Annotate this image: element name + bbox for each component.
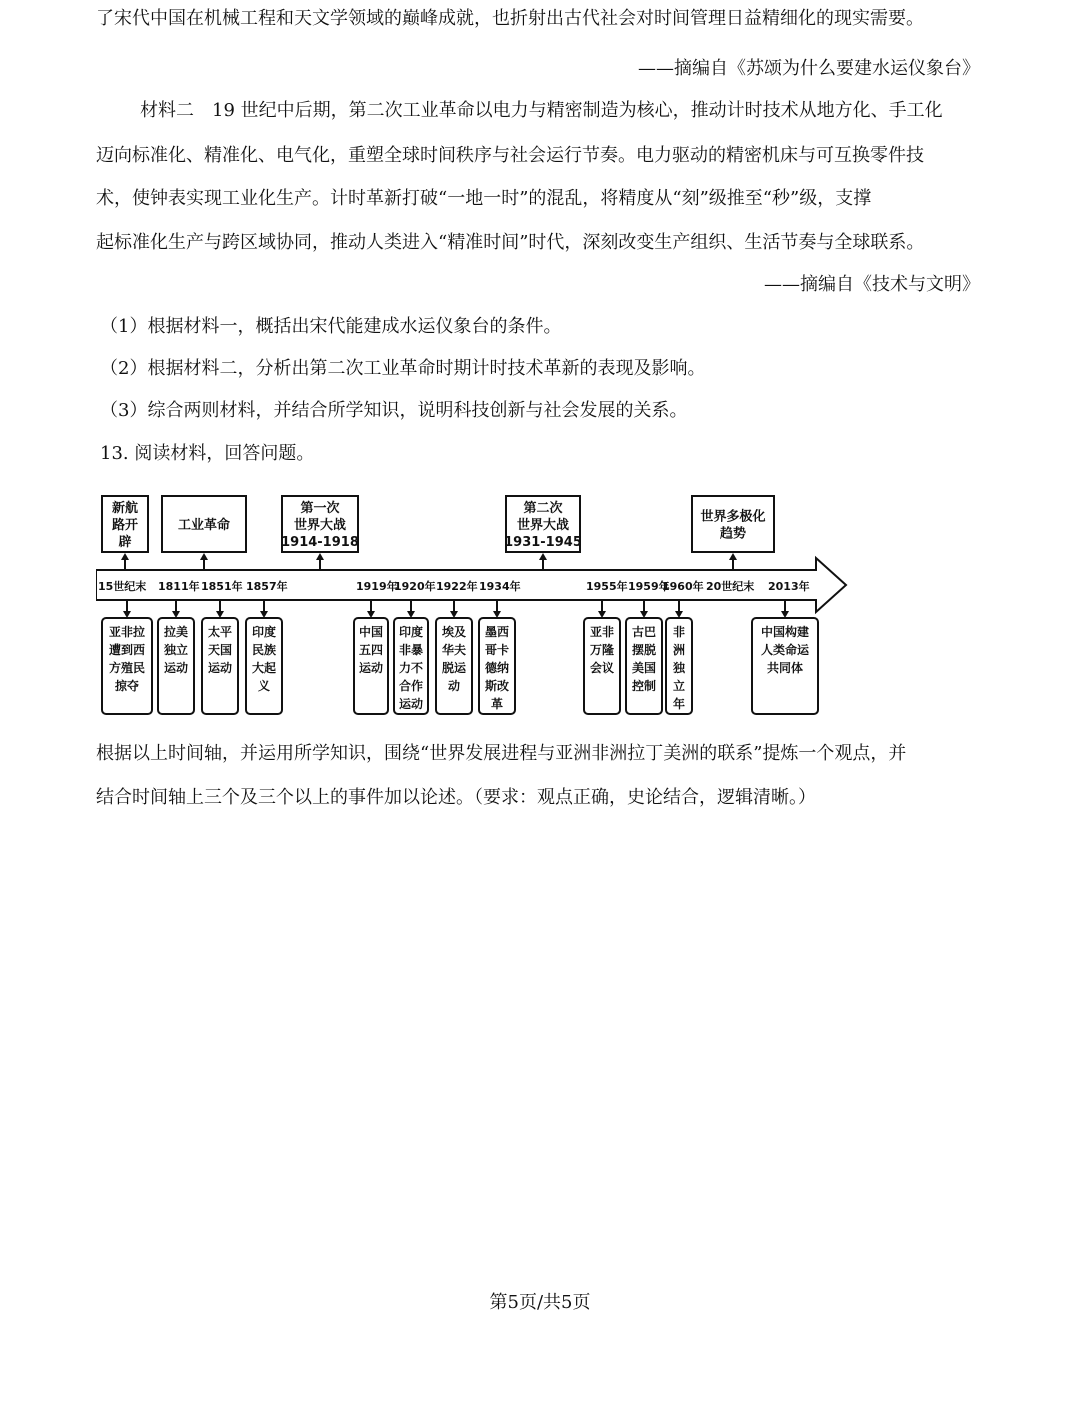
top-box-text: 世界大战 [293,518,347,533]
timeline-date: 1955年 [586,580,628,593]
bottom-box-text: 五四 [358,643,384,657]
bottom-box-text: 运动 [163,661,189,675]
bottom-box-text: 太平 [207,625,233,639]
top-box-text: 1931-1945 [504,535,582,550]
bottom-box-text: 运动 [207,661,233,675]
source-material2: ——摘编自《技术与文明》 [764,274,980,295]
top-arrowhead [121,553,129,560]
bottom-box-text: 大起 [251,661,277,675]
timeline-date: 1811年 [158,580,200,593]
timeline-date: 20世纪末 [706,580,755,593]
bottom-box-text: 古巴 [631,625,657,639]
bottom-box-text: 墨西 [484,625,510,639]
top-arrowhead [200,553,208,560]
material2-line-4: 起标准化生产与跨区域协同，推动人类进入“精准时间”时代，深刻改变生产组织、生活节奏与全球联系。 [96,232,925,253]
bottom-arrowhead [260,611,268,618]
bottom-box-text: 革 [490,697,504,711]
material2-line-1: 材料二 19 世纪中后期，第二次工业革命以电力与精密制造为核心，推动计时技术从地方化、手工化 [140,100,943,121]
bottom-arrowhead [640,611,648,618]
bottom-box-text: 合作 [398,679,424,693]
bottom-box-text: 立 [672,679,686,693]
bottom-box-text: 摆脱 [631,643,657,657]
top-box-text: 第二次 [523,501,563,516]
bottom-box-text: 会议 [589,661,615,675]
bottom-arrowhead [450,611,458,618]
bottom-arrowhead [493,611,501,618]
bottom-box-text: 义 [257,679,271,693]
bottom-box-text: 埃及 [441,625,467,639]
timeline-date: 1919年 [356,580,398,593]
bottom-box-text: 控制 [631,679,657,693]
bottom-box-text: 非暴 [398,643,424,657]
top-box-text: 世界多极化 [700,509,766,525]
bottom-arrowhead [598,611,606,618]
timeline-diagram [96,488,856,720]
timeline-date: 1934年 [479,580,521,593]
top-arrowhead [539,553,547,560]
bottom-box-text: 斯改 [484,679,510,693]
bottom-box-text: 中国构建 [760,625,810,639]
bottom-box-text: 拉美 [163,625,189,639]
bottom-box-text: 印度 [398,625,424,639]
bottom-box-text: 德纳 [484,661,510,675]
timeline-date: 2013年 [768,580,810,593]
bottom-box-text: 共同体 [766,661,804,675]
timeline-date: 15世纪末 [98,580,147,593]
bottom-arrowhead [781,611,789,618]
question-2: （2）根据材料二，分析出第二次工业革命时期计时技术革新的表现及影响。 [100,358,706,379]
bottom-box-text: 独立 [163,643,189,657]
question-3: （3）综合两则材料，并结合所学知识，说明科技创新与社会发展的关系。 [100,400,688,421]
top-box-text: 第一次 [300,501,340,516]
top-box-text: 辟 [118,535,132,550]
bottom-arrowhead [216,611,224,618]
bottom-box-text: 华夫 [441,643,467,657]
top-box-text: 路开 [111,518,139,533]
bottom-box-text: 哥卡 [484,643,510,657]
bottom-box-text: 掠夺 [114,679,140,693]
top-box-text: 工业革命 [177,518,231,533]
timeline-date: 1959年 [628,580,670,593]
bottom-arrowhead [675,611,683,618]
top-box-text: 世界大战 [516,518,570,533]
bottom-box-text: 遭到西 [108,643,146,657]
bottom-box-text: 亚非 [589,625,615,639]
bottom-box-text: 中国 [358,625,384,639]
bottom-box-text: 天国 [207,643,233,657]
bottom-box-text: 洲 [672,643,686,657]
bottom-box-text: 运动 [398,697,424,711]
top-arrowhead [316,553,324,560]
timeline-date: 1857年 [246,580,288,593]
timeline-date: 1851年 [201,580,243,593]
question-1: （1）根据材料一，概括出宋代能建成水运仪象台的条件。 [100,316,562,337]
bottom-box-text: 人类命运 [760,643,810,657]
bottom-box-text: 万隆 [589,643,615,657]
bottom-box-text: 美国 [631,661,657,675]
material2-line-3: 术，使钟表实现工业化生产。计时革新打破“一地一时”的混乱，将精度从“刻”级推至“秒”级，支撑 [96,188,872,209]
bottom-arrowhead [172,611,180,618]
timeline-date: 1920年 [394,580,436,593]
material2-line-2: 迈向标准化、精准化、电气化，重塑全球时间秩序与社会运行节奏。电力驱动的精密机床与可互换零件技 [96,145,924,166]
prompt-line-1: 根据以上时间轴，并运用所学知识，围绕“世界发展进程与亚洲非洲拉丁美洲的联系”提炼一个观点，并 [96,743,907,764]
bottom-box-text: 脱运 [441,661,467,675]
bottom-box-text: 运动 [358,661,384,675]
bottom-arrowhead [407,611,415,618]
top-arrowhead [729,553,737,560]
bottom-box-text: 亚非拉 [108,625,146,639]
bottom-box-text: 力不 [398,661,424,675]
source-material1: ——摘编自《苏颂为什么要建水运仪象台》 [638,58,980,79]
material1-tail: 了宋代中国在机械工程和天文学领域的巅峰成就，也折射出古代社会对时间管理日益精细化的现实需要。 [96,8,924,29]
top-box-text: 新航 [111,501,139,516]
bottom-box-text: 年 [672,697,686,711]
bottom-box-text: 非 [672,625,686,639]
bottom-box-text: 民族 [251,643,277,657]
bottom-arrowhead [123,611,131,618]
timeline-date: 1922年 [436,580,478,593]
prompt-line-2: 结合时间轴上三个及三个以上的事件加以论述。（要求：观点正确，史论结合，逻辑清晰。） [96,787,816,808]
bottom-box-text: 独 [672,661,686,675]
bottom-box-text: 动 [447,679,461,693]
bottom-box-text: 印度 [251,625,277,639]
question-13-title: 13. 阅读材料，回答问题。 [100,443,315,464]
bottom-arrowhead [367,611,375,618]
page-footer: 第5页/共5页 [489,1292,591,1313]
top-box-text: 趋势 [719,526,747,542]
timeline-date: 1960年 [662,580,704,593]
bottom-box-text: 方殖民 [108,661,146,675]
top-box-text: 1914-1918 [281,535,359,550]
